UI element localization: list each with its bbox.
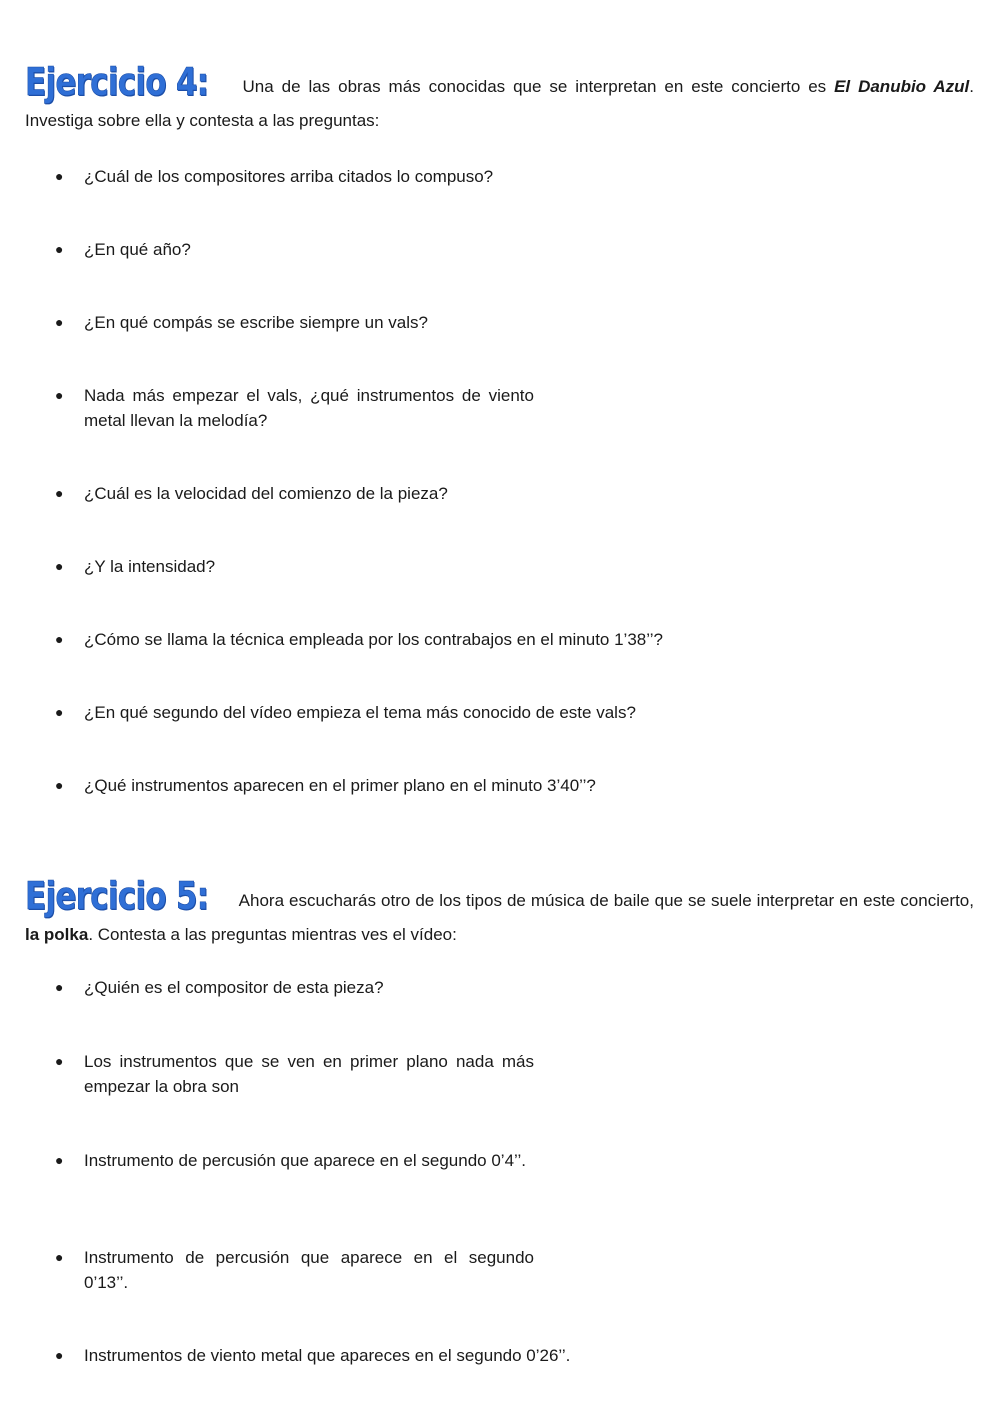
bullet-icon: ● xyxy=(55,558,64,574)
ex5-question-3: Instrumento de percusión que aparece en el segundo 0’4’’. xyxy=(84,1151,526,1170)
bullet-icon: ● xyxy=(55,777,64,793)
ex4-question-2: ¿En qué año? xyxy=(84,240,191,259)
bullet-icon: ● xyxy=(55,631,64,647)
exercise-5-intro-text-end: . Contesta a las preguntas mientras ves el vídeo: xyxy=(88,925,457,944)
ex4-question-4: Nada más empezar el vals, ¿qué instrumentos de viento metal llevan la melodía? xyxy=(84,386,534,430)
bullet-icon: ● xyxy=(55,704,64,720)
ex4-question-5: ¿Cuál es la velocidad del comienzo de la pieza? xyxy=(84,484,448,503)
exercise-4-heading: Ejercicio 4: xyxy=(25,60,209,104)
exercise-4-intro-text: Una de las obras más conocidas que se interpretan en este concierto es xyxy=(242,77,835,96)
bullet-icon: ● xyxy=(55,168,64,184)
bullet-icon: ● xyxy=(55,1053,64,1069)
exercise-4-intro xyxy=(25,60,974,138)
bullet-icon: ● xyxy=(55,387,64,403)
exercise-5-dance-type: la polka xyxy=(25,925,89,944)
exercise-5-heading: Ejercicio 5: xyxy=(25,874,209,918)
bullet-icon: ● xyxy=(55,1249,64,1265)
bullet-icon: ● xyxy=(55,1347,64,1363)
bullet-icon: ● xyxy=(55,314,64,330)
bullet-icon: ● xyxy=(55,241,64,257)
bullet-icon: ● xyxy=(55,979,64,995)
ex4-question-9: ¿Qué instrumentos aparecen en el primer plano en el minuto 3’40’’? xyxy=(84,776,596,795)
ex5-question-2: Los instrumentos que se ven en primer plano nada más empezar la obra son xyxy=(84,1052,534,1096)
ex4-question-7: ¿Cómo se llama la técnica empleada por los contrabajos en el minuto 1’38’’? xyxy=(84,630,663,649)
exercise-5-intro xyxy=(25,874,974,952)
bullet-icon: ● xyxy=(55,485,64,501)
ex4-question-6: ¿Y la intensidad? xyxy=(84,557,216,576)
ex5-question-1: ¿Quién es el compositor de esta pieza? xyxy=(84,978,384,997)
exercise-4-work-title: El Danubio Azul xyxy=(834,77,970,96)
ex5-question-4: Instrumento de percusión que aparece en el segundo 0’13’’. xyxy=(84,1248,534,1292)
exercise-5-intro-text: Ahora escucharás otro de los tipos de música de baile que se suele interpretar en este concierto, xyxy=(238,891,974,910)
ex4-question-1: ¿Cuál de los compositores arriba citados lo compuso? xyxy=(84,167,494,186)
ex5-question-5: Instrumentos de viento metal que apareces en el segundo 0’26’’. xyxy=(84,1346,571,1365)
ex4-question-3: ¿En qué compás se escribe siempre un vals? xyxy=(84,313,428,332)
bullet-icon: ● xyxy=(55,1152,64,1168)
ex4-question-8: ¿En qué segundo del vídeo empieza el tema más conocido de este vals? xyxy=(84,703,636,722)
exercise-4-intro-text-end: . Investiga sobre ella y contesta a las preguntas: xyxy=(25,77,974,130)
